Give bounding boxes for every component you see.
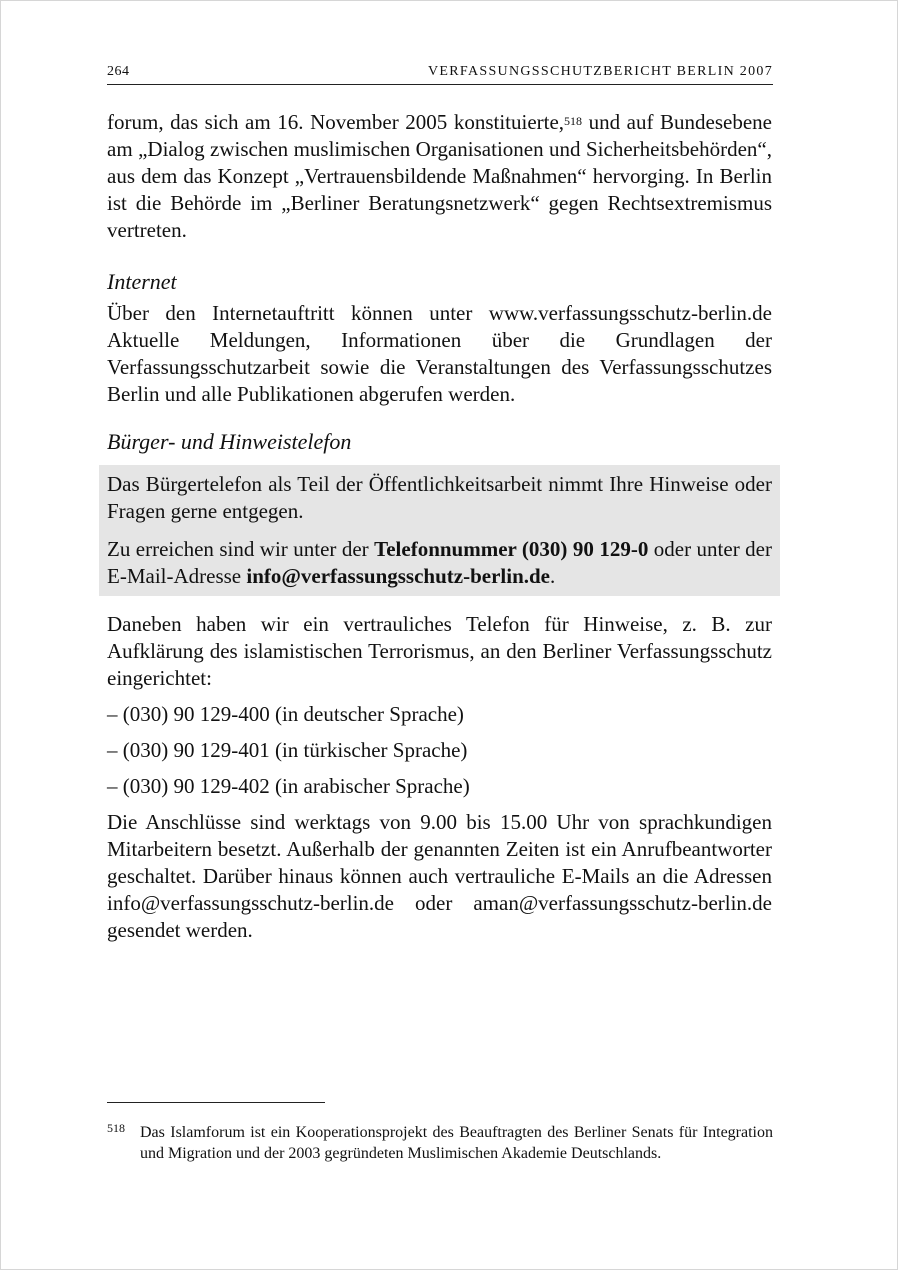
running-title: VERFASSUNGSSCHUTZBERICHT BERLIN 2007 — [428, 64, 773, 79]
footnote-text: Das Islamforum ist ein Kooperationsprojekt des Beauftragten des Berliner Senats für Integration und Migration und der 2003 gegründeten Muslimischen Akademie Deutschlands. — [140, 1124, 773, 1162]
phone-list-item-turkish: – (030) 90 129-401 (in türkischer Sprache) — [107, 738, 468, 762]
highlight-box — [99, 465, 780, 596]
footnote — [107, 1122, 773, 1164]
section-heading-internet: Internet — [107, 269, 177, 294]
footnote-reference: 518 — [564, 114, 583, 128]
confidential-phone-paragraph: Daneben haben wir ein vertrauliches Telefon für Hinweise, z. B. zur Aufklärung des islamistischen Terrorismus, an den Berliner Verfassungsschutz eingerichtet: — [107, 612, 772, 690]
internet-paragraph: Über den Internetauftritt können unter www.verfassungsschutz-berlin.de Aktuelle Meldungen, Informationen über die Grundlagen der Verfassungsschutzarbeit sowie die Veranstaltungen des Verfassungsschutzes Berlin und alle Publikationen abgerufen werden. — [107, 301, 772, 406]
section-heading-buergertelefon: Bürger- und Hinweistelefon — [107, 429, 352, 454]
phone-number: Telefonnummer (030) 90 129-0 — [374, 537, 649, 561]
intro-text-end: und auf Bundesebene am „Dialog zwischen muslimischen Organisationen und Sicherheitsbehörden“, aus dem das Konzept „Vertrauensbildende Maßnahmen“ hervorging. In Berlin ist die Behörde im „Berliner Beratungsnetzwerk“ gegen Rechtsextremismus vertreten. — [107, 110, 772, 242]
phone-list-item-german: – (030) 90 129-400 (in deutscher Sprache) — [107, 702, 464, 726]
footnote-separator — [107, 1102, 325, 1103]
body-text — [107, 109, 772, 944]
footnote-number: 518 — [107, 1121, 125, 1135]
running-header — [107, 64, 773, 85]
box-p2-middle: oder unter der E-Mail-Adresse — [107, 537, 772, 588]
box-p2-prefix: Zu erreichen sind wir unter der — [107, 537, 375, 561]
email-address: info@verfassungsschutz-berlin.de — [246, 564, 551, 588]
intro-paragraph — [107, 109, 772, 244]
box-paragraph-2 — [107, 536, 772, 590]
box-p2-suffix: . — [550, 564, 556, 588]
intro-text-start: forum, das sich am 16. November 2005 konstituierte, — [107, 110, 565, 134]
box-paragraph-1: Das Bürgertelefon als Teil der Öffentlichkeitsarbeit nimmt Ihre Hinweise oder Fragen gerne entgegen. — [107, 472, 772, 523]
page-number: 264 — [107, 64, 130, 79]
phone-list-item-arabic: – (030) 90 129-402 (in arabischer Sprache) — [107, 774, 470, 798]
closing-paragraph: Die Anschlüsse sind werktags von 9.00 bis 15.00 Uhr von sprachkundigen Mitarbeitern besetzt. Außerhalb der genannten Zeiten ist ein Anrufbeantworter geschaltet. Darüber hinaus können auch vertrauliche E-Mails an die Adressen info@verfassungsschutz-berlin.de oder aman@verfassungsschutz-berlin.de gesendet werden. — [107, 810, 772, 942]
